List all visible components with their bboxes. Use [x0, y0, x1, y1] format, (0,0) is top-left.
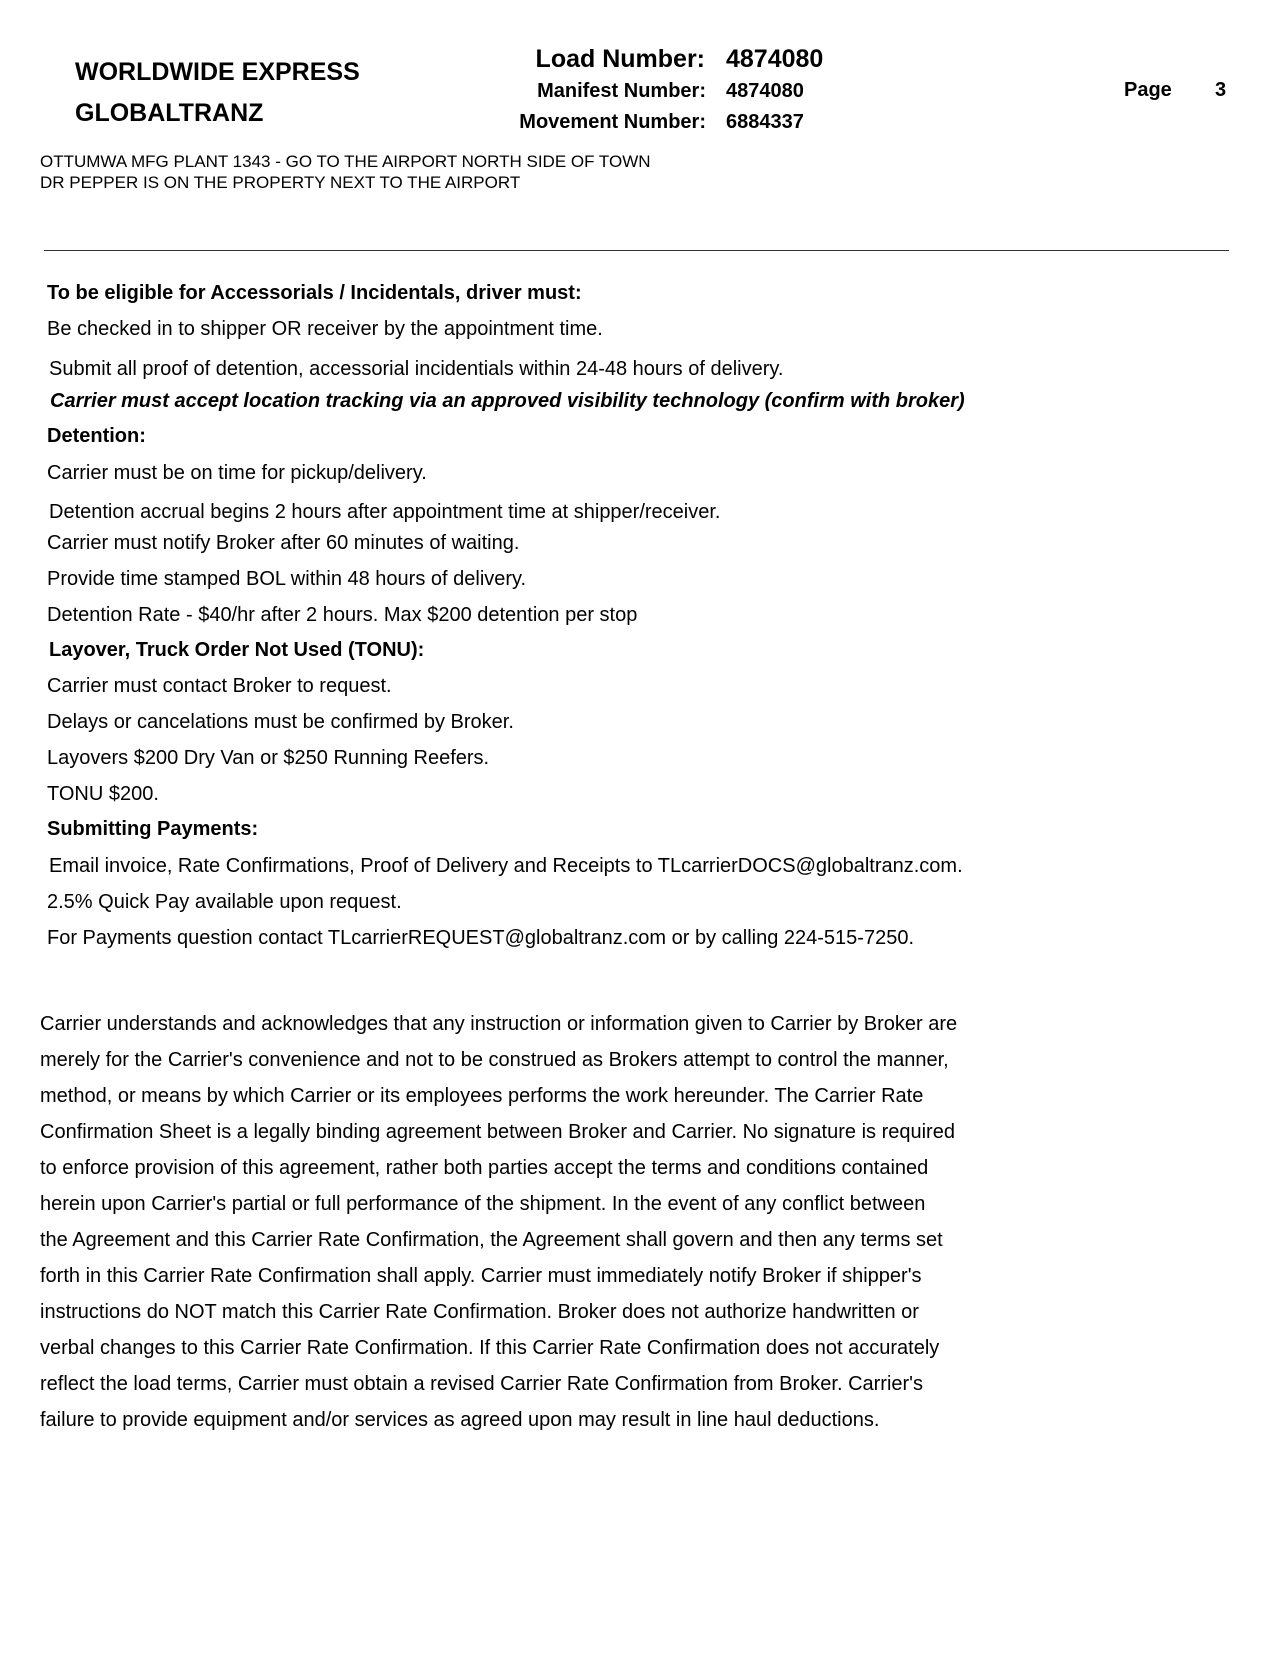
- disclaimer-line: Confirmation Sheet is a legally binding agreement between Broker and Carrier. No signature is required: [40, 1121, 955, 1143]
- terms-line: Carrier must be on time for pickup/delivery.: [47, 462, 427, 484]
- location-note-line1: OTTUMWA MFG PLANT 1343 - GO TO THE AIRPORT NORTH SIDE OF TOWN: [40, 152, 651, 171]
- disclaimer-line: failure to provide equipment and/or services as agreed upon may result in line haul deductions.: [40, 1409, 880, 1431]
- load-number-value: 4874080: [726, 45, 824, 73]
- terms-line: Provide time stamped BOL within 48 hours of delivery.: [47, 568, 527, 590]
- disclaimer-line: to enforce provision of this agreement, rather both parties accept the terms and conditions contained: [40, 1157, 929, 1179]
- terms-line: Detention accrual begins 2 hours after appointment time at shipper/receiver.: [49, 501, 721, 523]
- payments-heading: Submitting Payments:: [47, 818, 259, 840]
- terms-line: Submit all proof of detention, accessorial incidentials within 24-48 hours of delivery.: [49, 358, 784, 380]
- terms-line: Layovers $200 Dry Van or $250 Running Reefers.: [47, 747, 490, 769]
- load-number-label: Load Number:: [535, 45, 705, 73]
- location-note-line2: DR PEPPER IS ON THE PROPERTY NEXT TO THE AIRPORT: [40, 173, 521, 192]
- accessorials-heading: To be eligible for Accessorials / Incidentals, driver must:: [47, 282, 582, 304]
- terms-line: TONU $200.: [47, 783, 159, 805]
- disclaimer-line: Carrier understands and acknowledges that any instruction or information given to Carrier by Broker are: [40, 1013, 958, 1035]
- movement-number-label: Movement Number:: [519, 111, 706, 133]
- terms-line: Detention Rate - $40/hr after 2 hours. Max $200 detention per stop: [47, 604, 638, 626]
- terms-line: Carrier must notify Broker after 60 minutes of waiting.: [47, 532, 520, 554]
- terms-line: 2.5% Quick Pay available upon request.: [47, 891, 402, 913]
- company-name-line1: WORLDWIDE EXPRESS: [75, 58, 360, 86]
- terms-line: For Payments question contact TLcarrierREQUEST@globaltranz.com or by calling 224-515-7250.: [47, 927, 915, 949]
- tracking-notice: Carrier must accept location tracking via an approved visibility technology (confirm with broker): [50, 390, 965, 412]
- manifest-number-label: Manifest Number:: [537, 80, 706, 102]
- manifest-number-value: 4874080: [726, 80, 804, 102]
- disclaimer-line: herein upon Carrier's partial or full performance of the shipment. In the event of any conflict between: [40, 1193, 926, 1215]
- terms-line: Carrier must contact Broker to request.: [47, 675, 392, 697]
- disclaimer-line: verbal changes to this Carrier Rate Confirmation. If this Carrier Rate Confirmation does not accurately: [40, 1337, 940, 1359]
- disclaimer-line: instructions do NOT match this Carrier Rate Confirmation. Broker does not authorize handwritten or: [40, 1301, 919, 1323]
- detention-heading: Detention:: [47, 425, 146, 447]
- page-label: Page: [1124, 79, 1172, 101]
- disclaimer-line: merely for the Carrier's convenience and not to be construed as Brokers attempt to control the manner,: [40, 1049, 949, 1071]
- terms-line: Email invoice, Rate Confirmations, Proof of Delivery and Receipts to TLcarrierDOCS@globaltranz.com.: [49, 855, 963, 877]
- disclaimer-line: method, or means by which Carrier or its employees performs the work hereunder. The Carrier Rate: [40, 1085, 924, 1107]
- movement-number-value: 6884337: [726, 111, 804, 133]
- terms-line: Be checked in to shipper OR receiver by the appointment time.: [47, 318, 603, 340]
- page-number: 3: [1215, 79, 1227, 101]
- layover-heading: Layover, Truck Order Not Used (TONU):: [49, 639, 425, 661]
- disclaimer-line: the Agreement and this Carrier Rate Confirmation, the Agreement shall govern and then any terms set: [40, 1229, 943, 1251]
- disclaimer-line: reflect the load terms, Carrier must obtain a revised Carrier Rate Confirmation from Broker. Carrier's: [40, 1373, 923, 1395]
- header-divider: [44, 250, 1229, 251]
- terms-line: Delays or cancelations must be confirmed by Broker.: [47, 711, 514, 733]
- company-name-line2: GLOBALTRANZ: [75, 99, 264, 127]
- disclaimer-paragraph: [40, 1006, 1060, 1438]
- disclaimer-line: forth in this Carrier Rate Confirmation shall apply. Carrier must immediately notify Broker if shipper's: [40, 1265, 922, 1287]
